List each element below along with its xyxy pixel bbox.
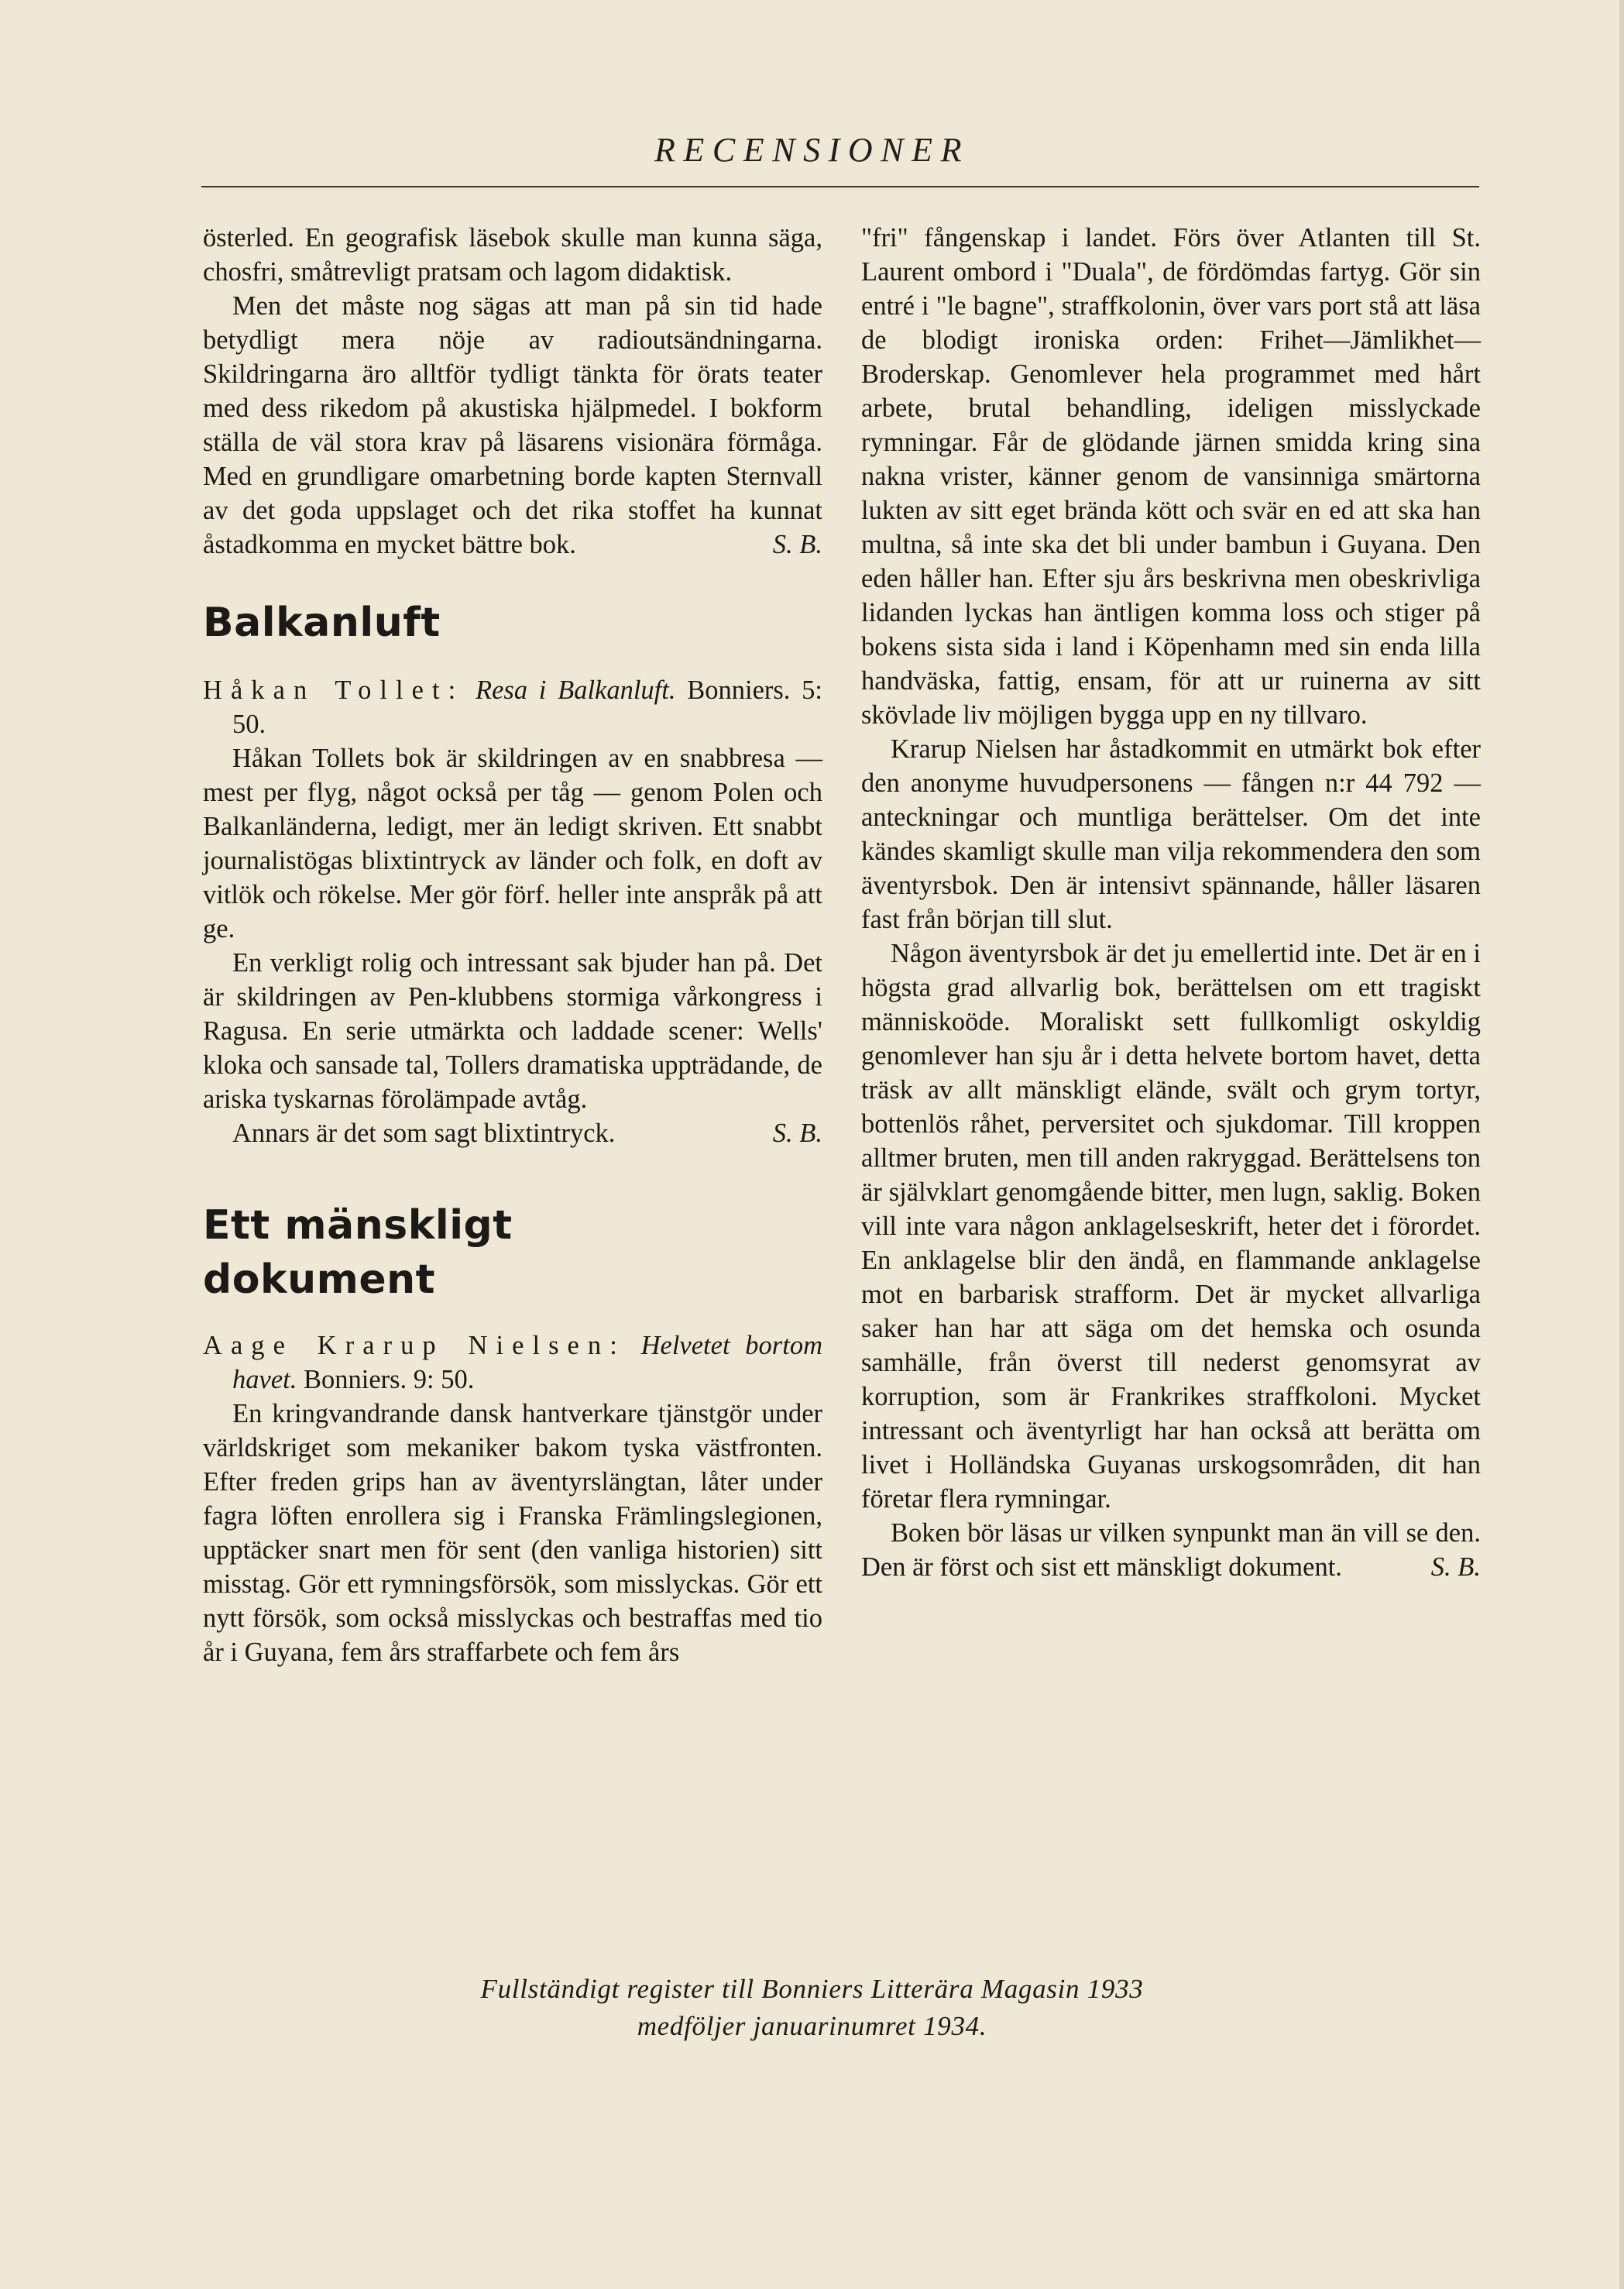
footer-note [0,1971,1624,2045]
signature: S. B. [772,1119,822,1148]
footer-note-line: Fullständigt register till Bonniers Litterära Magasin 1933 [480,1974,1144,2004]
review-paragraph [861,1516,1481,1584]
citation-publisher: Bonniers. 9: 50. [303,1365,475,1394]
book-citation [203,673,822,741]
review-paragraph-text: Annars är det som sagt blixtintryck. [232,1119,616,1148]
citation-author: Håkan Tollet: [203,675,465,705]
citation-title: Helvetet bortom havet. [232,1331,822,1394]
review-paragraph: Håkan Tollets bok är skildringen av en snabbresa — mest per flyg, något också per tåg — genom Polen och Balkanländerna, ledigt, mer än ledigt skriven. Ett snabbt journalistögas blixtintryck av länder och folk, en doft av vitlök och rökelse. Mer gör förf. heller inte anspråk på att ge. [203,744,822,943]
review-paragraph: "fri" fångenskap i landet. Förs över Atlanten till St. Laurent ombord i "Duala", de fördömdas fartyg. Gör sin entré i "le bagne", straffkolonin, över vars port stå att läsa de blodigt ironiska orden: Frihet—Jämlikhet—Broderskap. Genomlever hela programmet med hårt arbete, brutal behandling, ideligen misslyckade rymningar. Får de glödande järnen smidda kring sina nakna vrister, känner genom de vansinniga smärtorna lukten av sitt eget brända kött och svär en ed att ska han multna, så inte ska det bli under bambun i Guyana. Den eden håller han. Efter sju års beskrivna men obeskrivliga lidanden lyckas han äntligen komma loss och stiger på bokens sista sida i land i Köpenhamn med sin enda lilla handväska, fattig, ensam, för att ur ruinerna av sitt skövlade liv möjligen bygga upp en ny tillvaro. [861,223,1481,730]
review-paragraph-text: Boken bör läsas ur vilken synpunkt man än vill se den. Den är först och sist ett mänskligt dokument. [861,1518,1481,1582]
book-citation [203,1328,822,1397]
review-paragraph [203,1116,822,1150]
review-heading: Balkanluft [203,600,441,646]
header-rule [201,186,1479,187]
citation-publisher: Bonniers. 5: 50. [232,675,823,739]
right-column [861,221,1481,1584]
footer-note-line: medföljer januarinumret 1934. [637,2011,987,2041]
intro-paragraph: österled. En geografisk läsebok skulle man kunna säga, chosfri, småtrevligt pratsam och lagom didaktisk. [203,223,822,287]
running-head: RECENSIONER [654,131,970,169]
left-column [203,221,822,1669]
review-paragraph: En verkligt rolig och intressant sak bjuder han på. Det är skildringen av Pen-klubbens stormiga vårkongress i Ragusa. En serie utmärkta och laddade scener: Wells' kloka och sansade tal, Tollers dramatiska uppträdande, de ariska tyskarnas förolämpade avtåg. [203,948,822,1114]
intro-paragraph [203,289,822,562]
review-paragraph: Någon äventyrsbok är det ju emellertid inte. Det är en i högsta grad allvarlig bok, berättelsen om ett tragiskt människoöde. Moraliskt sett fullkomligt oskyldig genomlever han sju år i detta helvete bortom havet, detta träsk av allt mänskligt elände, svält och grym tortyr, bottenlös råhet, perversitet och sjukdomar. Till kroppen alltmer bruten, men till anden rakryggad. Berättelsens ton är självklart genomgående bitter, men lugn, saklig. Boken vill inte vara någon anklagelseskrift, heter det i förordet. En anklagelse blir den ändå, en flammande anklagelse mot en barbarisk strafform. Det är mycket allvarliga saker han har att säga om det hemska och osunda samhälle, från överst till nederst genomsyrat av korruption, som är Frankrikes straffkoloni. Mycket intressant och äventyrligt har han också att berätta om livet i Holländska Guyanas urskogsområden, dit han företar flera rymningar. [861,939,1481,1514]
review-heading [203,1198,822,1307]
review-paragraph: En kringvandrande dansk hantverkare tjänstgör under världskriget som mekaniker bakom tyska västfronten. Efter freden grips han av äventyrslängtan, låter under fagra löften enrollera sig i Franska Främlingslegionen, upptäcker snart men för sent (den vanliga historien) sitt misstag. Gör ett rymningsförsök, som misslyckas. Gör ett nytt försök, som också misslyckas och bestraffas med tio år i Guyana, fem års straffarbete och fem års [203,1399,822,1667]
review-paragraph: Krarup Nielsen har åstadkommit en utmärkt bok efter den anonyme huvudpersonens — fången n:r 44 792 — anteckningar och muntliga berättelser. Om det inte kändes skamligt skulle man vilja rekommendera den som äventyrsbok. Den är intensivt spännande, håller läsaren fast från början till slut. [861,734,1481,934]
signature: S. B. [772,530,822,559]
review-heading-line: dokument [203,1256,436,1303]
signature: S. B. [1430,1552,1481,1582]
citation-author: Aage Krarup Nielsen: [203,1331,626,1360]
intro-paragraph-text: Men det måste nog sägas att man på sin tid hade betydligt mera nöje av radioutsändningarna. Skildringarna äro alltför tydligt tänkta för örats teater med dess rikedom på akustiska hjälpmedel. I bokform ställa de väl stora krav på läsarens visionära förmåga. Med en grundligare omarbetning borde kapten Sternvall av det goda uppslaget och det rika stoffet ha kunnat åstadkomma en mycket bättre bok. [203,291,822,559]
citation-title: Resa i Balkanluft. [476,675,676,705]
review-heading-line: Ett mänskligt [203,1202,513,1249]
